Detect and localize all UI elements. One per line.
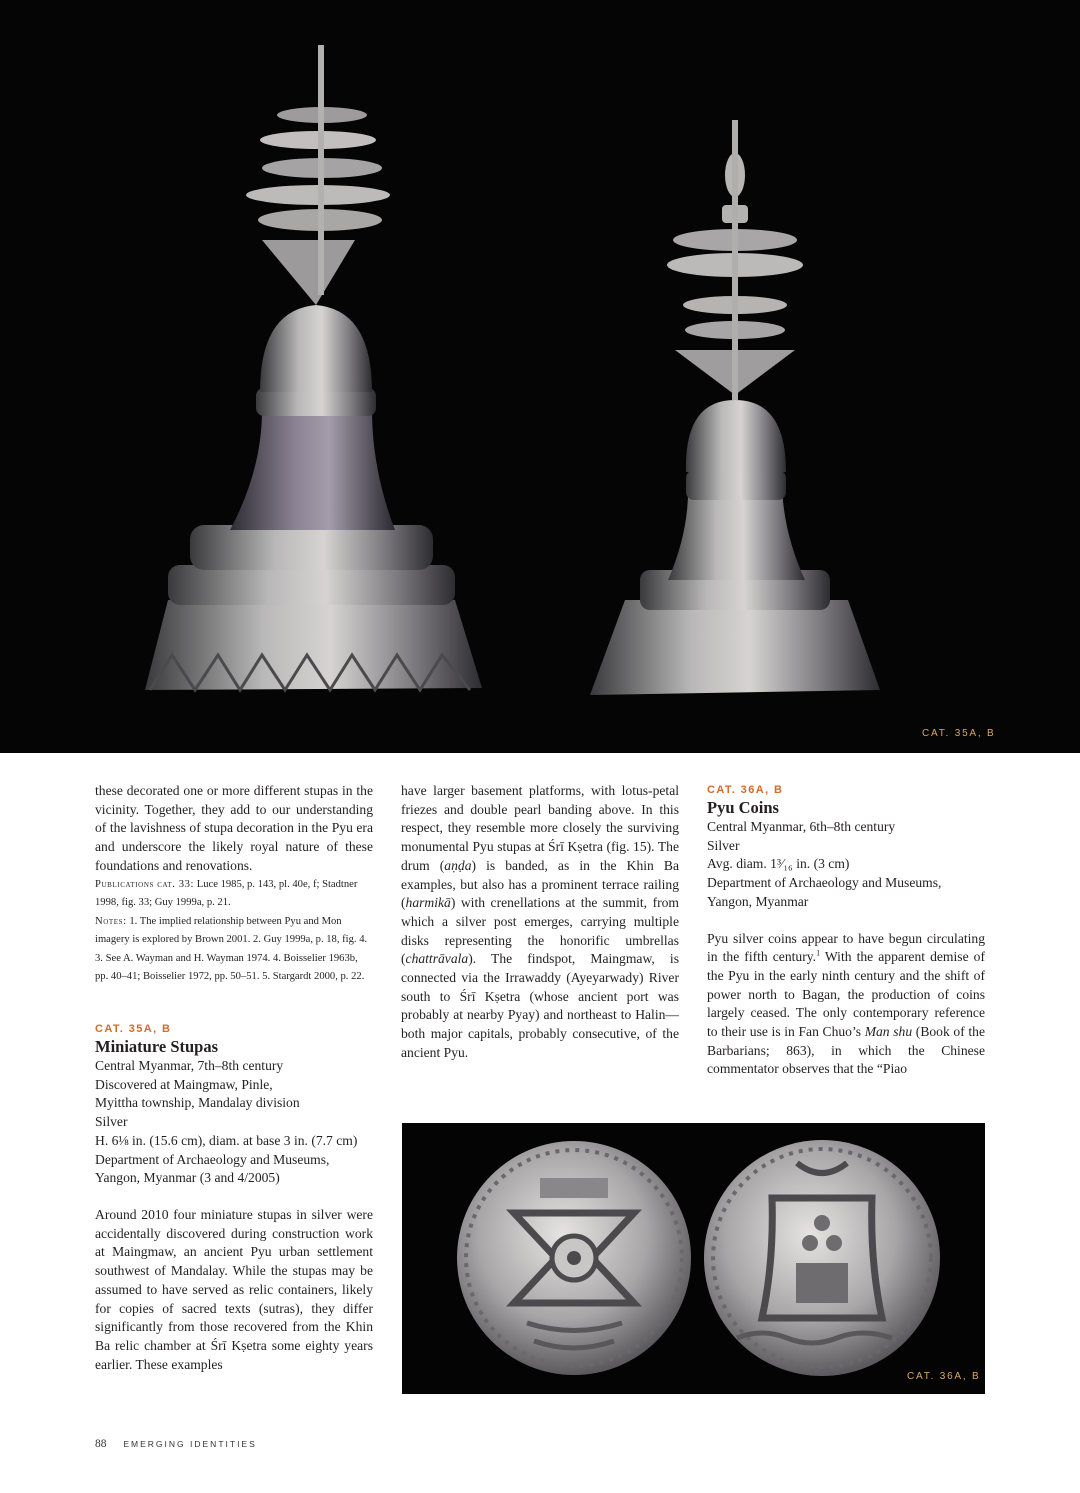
coins-photo xyxy=(402,1123,985,1394)
coin-right xyxy=(704,1140,940,1376)
column-3 xyxy=(707,782,985,1079)
pyu-coins-title: Pyu Coins xyxy=(707,798,779,817)
cat-35-label: CAT. 35A, B xyxy=(95,1023,172,1036)
footnote-ref: 1 xyxy=(816,948,821,958)
detail-line: Myittha township, Mandalay division xyxy=(95,1095,300,1111)
stupa-left xyxy=(145,45,482,690)
detail-line: Discovered at Maingmaw, Pinle, xyxy=(95,1076,273,1092)
publications-text: Luce 1985, p. 143, pl. 40e, f; Stadtner 1998, fig. 33; Guy 1999a, p. 21. xyxy=(95,878,358,909)
text-run: Pyu silver coins appear to have begun circulating in the fifth century. xyxy=(707,930,985,965)
detail-line: Silver xyxy=(95,1114,128,1130)
notes-text: 1. The implied relationship between Pyu and Mon imagery is explored by Brown 2001. 2. Guy 1999a, p. 18, fig. 4. 3. See A. Wayman and H. Wayman 1974. 4. Boisselier 1963b, pp. 40–41; Boisselier 1972, pp. 50–51. 5. Stargardt 2000, p. 22. xyxy=(95,915,368,983)
text-run: ) with crenellations at the summit, from which a silver post emerges, carrying multiple disks representing the honorific umbrellas ( xyxy=(401,895,679,967)
text-run: With the apparent demise of the Pyu in the early ninth century and the shift of power north to Bagan, the production of coins largely ceased. The only contemporary reference to their use is in Fan Chuo’s xyxy=(707,949,985,1040)
col2-paragraph xyxy=(401,782,679,1063)
cat-36-details xyxy=(707,818,985,912)
notes-label: Notes: xyxy=(95,915,127,927)
stupa-right xyxy=(590,120,880,695)
col1-paragraph-2: Around 2010 four miniature stupas in silver were accidentally discovered during construction work at Maingmaw, an ancient Pyu urban settlement southwest of Mandalay. While the stupas may be assumed to have served as relic containers, likely for copies of sacred texts (sutras), they differ significantly from those recovered from the Khin Ba relic chamber at Śrī Kṣetra some eighty years earlier. These examples xyxy=(95,1207,373,1372)
miniature-stupas-title: Miniature Stupas xyxy=(95,1037,219,1057)
detail-line: Silver xyxy=(707,837,740,853)
detail-line: Central Myanmar, 7th–8th century xyxy=(95,1058,284,1074)
stupas-photo-credit: CAT. 35A, B xyxy=(922,728,996,739)
detail-line: Yangon, Myanmar (3 and 4/2005) xyxy=(95,1170,280,1186)
column-2 xyxy=(401,782,679,1063)
cat-35-details xyxy=(95,1057,373,1188)
page-number: 88 xyxy=(95,1438,107,1450)
cat-36-label: CAT. 36A, B xyxy=(707,784,784,796)
col3-paragraph xyxy=(707,930,985,1080)
text-run: ) is banded, as in the Khin Ba examples, but also has a prominent terrace railing ( xyxy=(401,857,679,911)
text-run: ). The findspot, Maingmaw, is connected via the Irrawaddy (Ayeyarwady) River south to Śrī Kṣetra (whose ancient port was probably at nearby Pyay) and northeast to Halin—both major capitals, probably consecutive, of the ancient Pyu. xyxy=(401,951,679,1060)
column-1 xyxy=(95,782,373,1374)
detail-line: Yangon, Myanmar xyxy=(707,893,809,909)
coins-illustration xyxy=(402,1123,985,1394)
col1-paragraph-1: these decorated one or more different stupas in the vicinity. Together, they add to our understanding of the lavishness of stupa decoration in the Pyu era and underscore the likely royal nature of these foundations and renovations. xyxy=(95,783,373,873)
coins-photo-credit: CAT. 36A, B xyxy=(907,1371,981,1382)
text-run: (Book of the Barbarians; 863), in which the Chinese commentator observes that the “Piao xyxy=(707,1024,985,1077)
detail-line: Department of Archaeology and Museums, xyxy=(707,875,942,891)
coin-left xyxy=(457,1141,691,1375)
detail-line: Central Myanmar, 6th–8th century xyxy=(707,819,896,834)
detail-line: Department of Archaeology and Museums, xyxy=(95,1151,330,1167)
italic-title: Man shu xyxy=(864,1024,913,1040)
notes xyxy=(95,913,373,987)
detail-line: Avg. diam. 1³⁄₁₆ in. (3 cm) xyxy=(707,856,850,872)
detail-line: H. 6⅛ in. (15.6 cm), diam. at base 3 in. (7.7 cm) xyxy=(95,1132,358,1148)
italic-term: chattrāvala xyxy=(405,951,469,967)
publications-label: Publications cat. 33: xyxy=(95,878,195,890)
running-head: EMERGING IDENTITIES xyxy=(123,1439,257,1449)
italic-term: aṇḍa xyxy=(444,857,472,873)
publications-note xyxy=(95,876,373,913)
italic-term: harmikā xyxy=(405,895,451,911)
page-footer xyxy=(95,1438,257,1450)
text-run: have larger basement platforms, with lotus-petal friezes and double pearl banding above. In this respect, they resemble more closely the surviving monumental Pyu stupas at Śrī Kṣetra (fig. 15). The drum ( xyxy=(401,783,679,873)
